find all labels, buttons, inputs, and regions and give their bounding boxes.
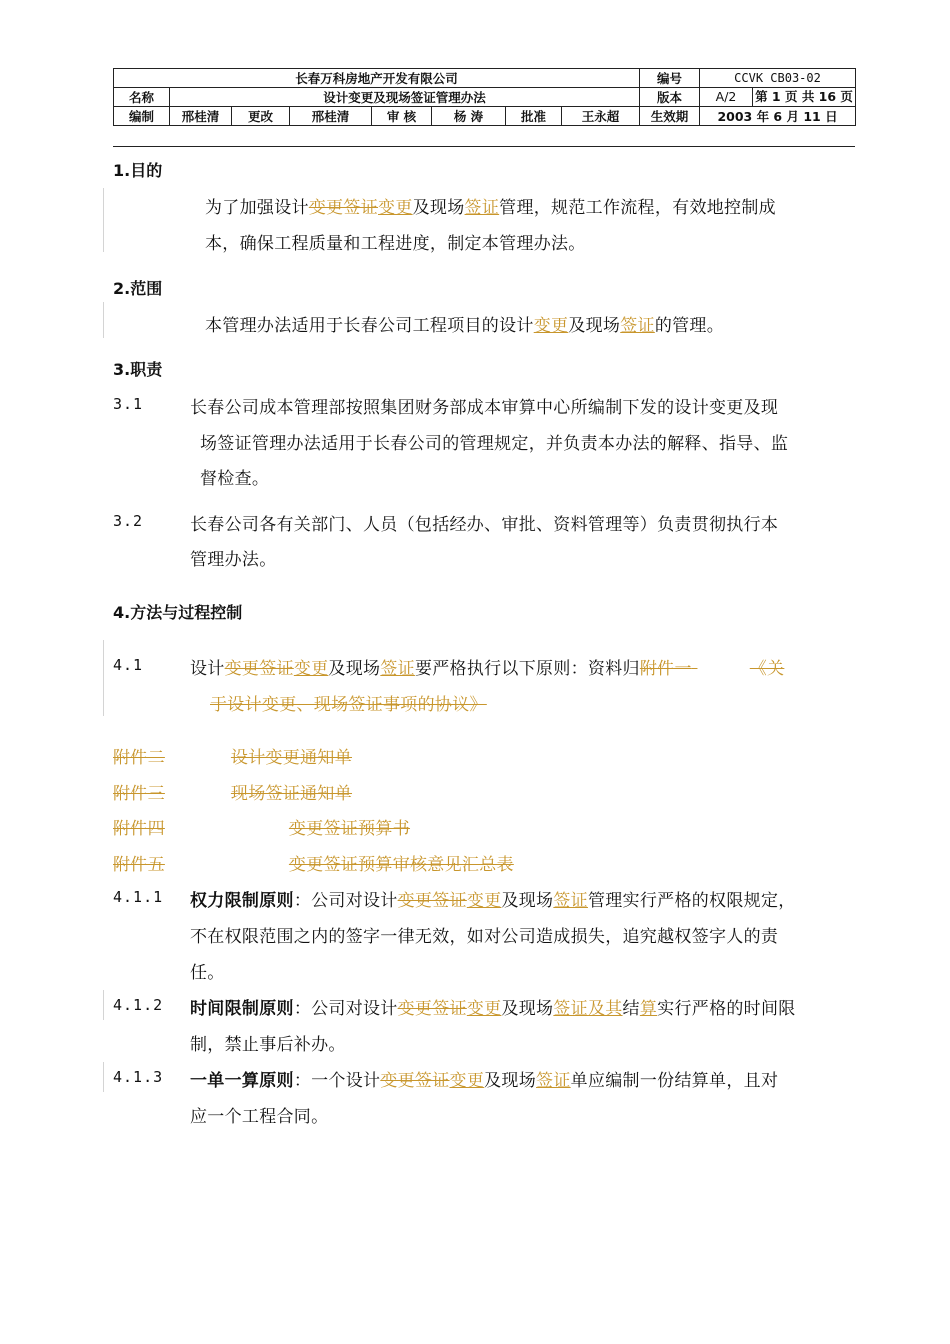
review-value: 杨 涛 bbox=[432, 107, 506, 126]
deleted-text: 变更签证 bbox=[397, 891, 467, 911]
attachment-label: 附件五 bbox=[113, 855, 165, 875]
deleted-tab bbox=[165, 748, 231, 768]
inserted-text: 变更 bbox=[466, 891, 502, 911]
version-cell bbox=[700, 88, 856, 107]
principle-title: 时间限制原则 bbox=[190, 999, 294, 1019]
deleted-text: 变更签证 bbox=[224, 659, 294, 679]
revision-bar bbox=[103, 640, 104, 716]
principle-title: 一单一算原则 bbox=[190, 1071, 294, 1091]
clause-number: 4.1.2 bbox=[113, 996, 164, 1014]
attachment-2 bbox=[113, 743, 352, 768]
section-3-title: 3.职责 bbox=[113, 360, 163, 379]
clause-4-1-line-1 bbox=[190, 654, 784, 679]
deleted-text: 变更签证 bbox=[308, 198, 379, 218]
revision-bar bbox=[103, 1062, 104, 1092]
deleted-tab bbox=[165, 784, 231, 804]
inserted-text: 变更 bbox=[293, 659, 329, 679]
inserted-text: 签证 bbox=[553, 891, 588, 911]
code-value: CCVK CB03-02 bbox=[700, 69, 856, 88]
inserted-text: 签证及其 bbox=[553, 999, 623, 1019]
attachment-title: 变更签证预算书 bbox=[288, 819, 411, 839]
attachment-title: 设计变更通知单 bbox=[230, 748, 353, 768]
clause-4-1-1-line-3: 任。 bbox=[190, 963, 225, 983]
text-run: 结 bbox=[622, 999, 640, 1019]
inserted-text: 算 bbox=[639, 999, 658, 1019]
text-run: 及现场 bbox=[412, 198, 465, 218]
deleted-tab bbox=[165, 855, 289, 875]
text-run: 要严格执行以下原则：资料归 bbox=[414, 659, 640, 679]
clause-3-1-line-3: 督检查。 bbox=[200, 469, 270, 489]
text-run: 为了加强设计 bbox=[205, 198, 309, 218]
text-run: 管理实行严格的权限规定， bbox=[587, 891, 796, 911]
approve-label: 批准 bbox=[506, 107, 562, 126]
text-run: 实行严格的时间限 bbox=[657, 999, 796, 1019]
clause-4-1-2-line-2: 制，禁止事后补办。 bbox=[190, 1035, 346, 1055]
attachment-4 bbox=[113, 814, 410, 839]
text-run: ：公司对设计 bbox=[293, 999, 398, 1019]
clause-4-1-line-2: 于设计变更、现场签证事项的协议》 bbox=[210, 695, 487, 715]
approve-value: 王永超 bbox=[562, 107, 640, 126]
deleted-tab bbox=[692, 659, 750, 679]
attachment-5 bbox=[113, 850, 514, 875]
text-run: 及现场 bbox=[568, 316, 621, 336]
revision-bar bbox=[103, 990, 104, 1020]
version-label: 版本 bbox=[640, 88, 700, 107]
clause-3-2-line-1: 长春公司各有关部门、人员（包括经办、审批、资料管理等）负责贯彻执行本 bbox=[190, 515, 779, 535]
section-4-title: 4.方法与过程控制 bbox=[113, 603, 243, 622]
attachment-label: 附件四 bbox=[113, 819, 165, 839]
review-label: 审 核 bbox=[372, 107, 432, 126]
inserted-text: 变更 bbox=[466, 999, 502, 1019]
code-label: 编号 bbox=[640, 69, 700, 88]
document-header-table bbox=[113, 68, 856, 126]
attachment-title: 变更签证预算审核意见汇总表 bbox=[288, 855, 514, 875]
attachment-3 bbox=[113, 779, 352, 804]
name-label: 名称 bbox=[114, 88, 170, 107]
inserted-text: 签证 bbox=[380, 659, 415, 679]
principle-title: 权力限制原则 bbox=[190, 891, 294, 911]
text-run: 的管理。 bbox=[654, 316, 725, 336]
deleted-tab bbox=[165, 819, 289, 839]
inserted-text: 签证 bbox=[536, 1071, 571, 1091]
section-1-paragraph-line-1 bbox=[205, 193, 776, 218]
inserted-text: 变更 bbox=[378, 198, 413, 218]
clause-number: 3.2 bbox=[113, 512, 144, 530]
text-run: ：一个设计 bbox=[293, 1071, 381, 1091]
change-label: 更改 bbox=[232, 107, 290, 126]
revision-bar bbox=[103, 302, 104, 338]
clause-4-1-2-line-1 bbox=[190, 994, 796, 1019]
clause-3-1-line-1: 长春公司成本管理部按照集团财务部成本审算中心所编制下发的设计变更及现 bbox=[190, 398, 779, 418]
clause-4-1-3-line-1 bbox=[190, 1066, 778, 1091]
deleted-text: 变更签证 bbox=[380, 1071, 450, 1091]
clause-number: 4.1.3 bbox=[113, 1068, 164, 1086]
clause-number: 3.1 bbox=[113, 395, 144, 413]
clause-3-2-line-2: 管理办法。 bbox=[190, 550, 277, 570]
section-2-title: 2.范围 bbox=[113, 279, 163, 298]
inserted-text: 签证 bbox=[464, 198, 500, 218]
document-title: 设计变更及现场签证管理办法 bbox=[170, 88, 640, 107]
text-run: 及现场 bbox=[484, 1071, 537, 1091]
deleted-text: 附件一 bbox=[639, 659, 692, 679]
version-value: A/2 bbox=[700, 88, 753, 106]
company-name: 长春万科房地产开发有限公司 bbox=[114, 69, 640, 88]
attachment-title: 现场签证通知单 bbox=[230, 784, 353, 804]
revision-bar bbox=[103, 188, 104, 252]
effective-label: 生效期 bbox=[640, 107, 700, 126]
text-run: 及现场 bbox=[501, 891, 554, 911]
clause-4-1-1-line-1 bbox=[190, 886, 796, 911]
clause-number: 4.1 bbox=[113, 656, 144, 674]
inserted-text: 变更 bbox=[449, 1071, 485, 1091]
text-run: 及现场 bbox=[328, 659, 381, 679]
inserted-text: 签证 bbox=[620, 316, 655, 336]
text-run: 设计 bbox=[190, 659, 225, 679]
text-run: ：公司对设计 bbox=[293, 891, 398, 911]
text-run: 管理，规范工作流程，有效地控制成 bbox=[499, 198, 776, 218]
clause-3-1-line-2: 场签证管理办法适用于长春公司的管理规定，并负责本办法的解释、指导、监 bbox=[200, 434, 789, 454]
header-divider bbox=[113, 146, 855, 147]
deleted-text: 《关 bbox=[749, 659, 785, 679]
effective-value: 2003 年 6 月 11 日 bbox=[700, 107, 856, 126]
editor-value: 邢桂清 bbox=[170, 107, 232, 126]
attachment-label: 附件三 bbox=[113, 784, 165, 804]
section-1-title: 1.目的 bbox=[113, 161, 163, 180]
clause-number: 4.1.1 bbox=[113, 888, 164, 906]
section-2-paragraph bbox=[205, 311, 724, 336]
text-run: 单应编制一份结算单，且对 bbox=[570, 1071, 779, 1091]
editor-label: 编制 bbox=[114, 107, 170, 126]
clause-4-1-3-line-2: 应一个工程合同。 bbox=[190, 1107, 329, 1127]
clause-4-1-1-line-2: 不在权限范围之内的签字一律无效，如对公司造成损失，追究越权签字人的责 bbox=[190, 927, 779, 947]
attachment-label: 附件二 bbox=[113, 748, 165, 768]
deleted-text: 变更签证 bbox=[397, 999, 467, 1019]
section-1-paragraph-line-2: 本，确保工程质量和工程进度，制定本管理办法。 bbox=[205, 234, 586, 254]
inserted-text: 变更 bbox=[533, 316, 569, 336]
text-run: 本管理办法适用于长春公司工程项目的设计 bbox=[205, 316, 534, 336]
page-info: 第 1 页 共 16 页 bbox=[755, 89, 853, 104]
text-run: 及现场 bbox=[501, 999, 554, 1019]
change-value: 邢桂清 bbox=[290, 107, 372, 126]
